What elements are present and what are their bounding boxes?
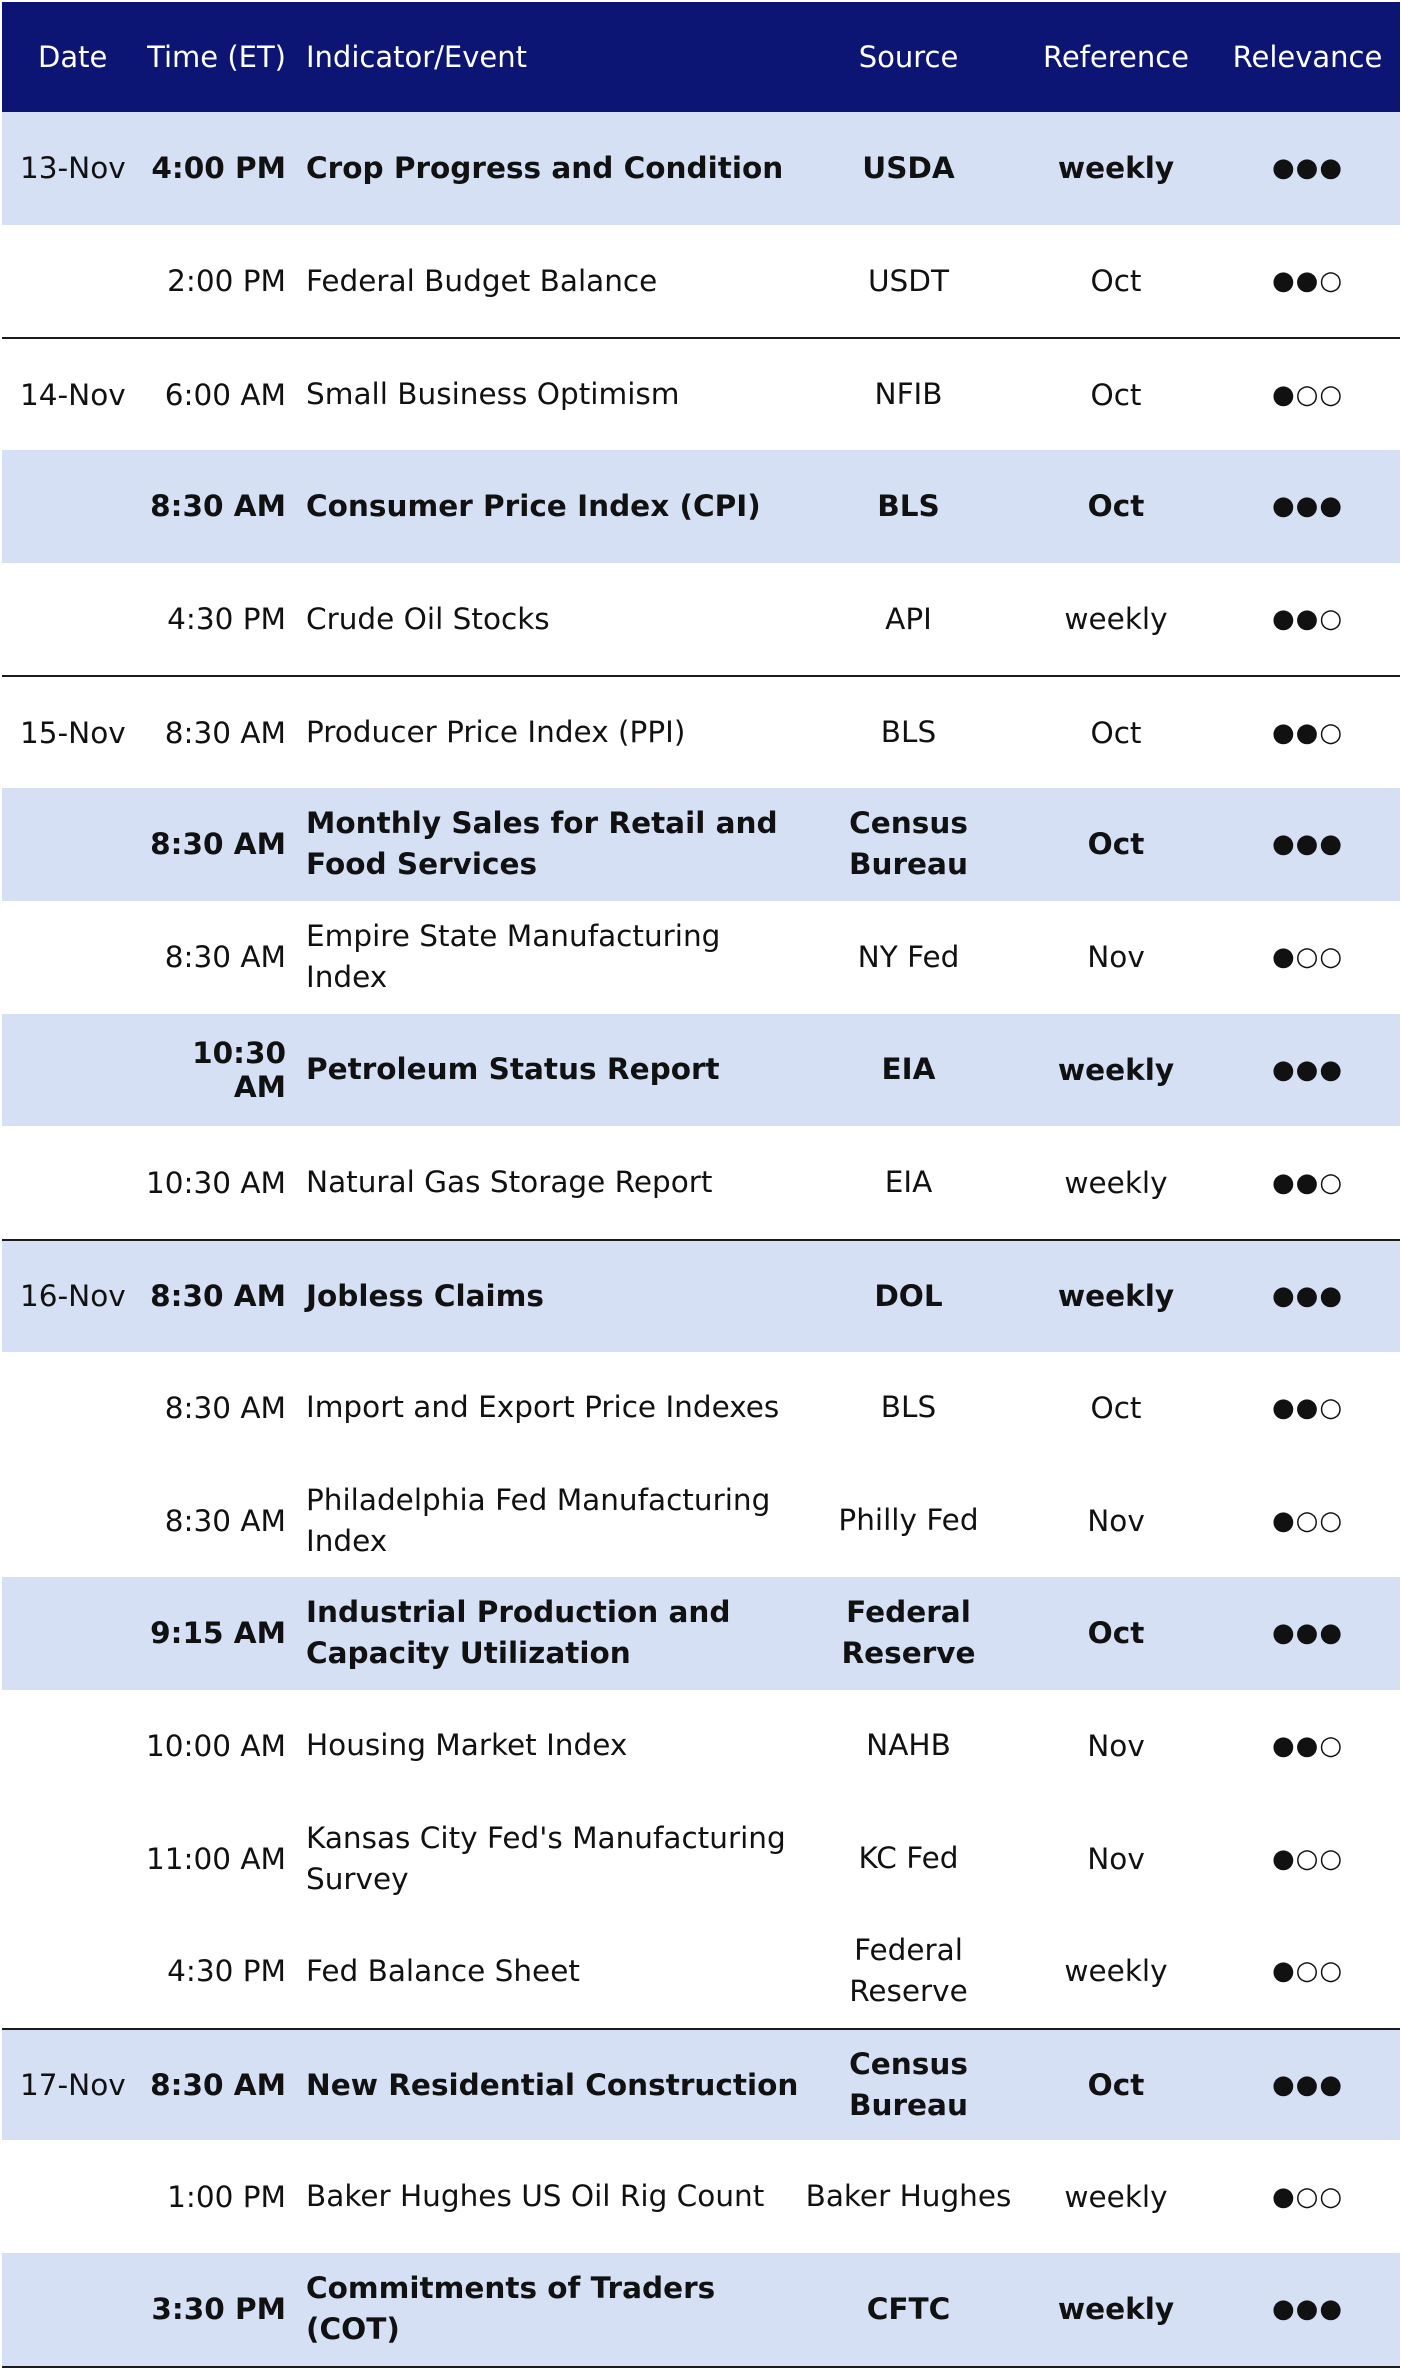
table-row (2, 2140, 1400, 2253)
row-source: CFTC (866, 2291, 951, 2326)
row-reference: Oct (1090, 377, 1142, 412)
table-row (2, 337, 1400, 450)
table-row (2, 1802, 1400, 1915)
row-time: 8:30 AM (150, 827, 286, 862)
row-time: 11:00 AM (145, 1841, 286, 1876)
relevance-dots-icon: ●○○ (1271, 379, 1344, 410)
row-time: 8:30 AM (150, 2068, 286, 2103)
row-time: 8:30 AM (150, 489, 286, 524)
relevance-dots-icon: ●●● (1271, 153, 1344, 184)
row-source: Baker Hughes (805, 2179, 1012, 2214)
row-event: Import and Export Price Indexes (306, 1390, 780, 1425)
table-row (2, 112, 1400, 225)
row-event: Baker Hughes US Oil Rig Count (306, 2179, 765, 2214)
row-time: 8:30 AM (164, 715, 286, 750)
row-reference: Oct (1087, 489, 1145, 524)
table-row (2, 1014, 1400, 1127)
row-date: 16-Nov (20, 1279, 126, 1314)
row-source: Census Bureau (849, 806, 968, 882)
table-row (2, 450, 1400, 563)
relevance-dots-icon: ●●○ (1271, 266, 1344, 297)
table-row (2, 1239, 1400, 1352)
relevance-dots-icon: ●○○ (1271, 942, 1344, 973)
row-event: Natural Gas Storage Report (306, 1165, 713, 1200)
row-event: Jobless Claims (306, 1278, 544, 1313)
row-source: NY Fed (857, 939, 960, 974)
row-time: 6:00 AM (164, 377, 286, 412)
row-source: Federal Reserve (841, 1595, 976, 1671)
row-reference: Oct (1090, 264, 1142, 299)
row-source: BLS (880, 715, 937, 750)
row-time: 10:00 AM (145, 1728, 286, 1763)
relevance-dots-icon: ●○○ (1271, 1956, 1344, 1987)
header-event: Indicator/Event (306, 39, 527, 74)
row-source: API (885, 601, 932, 636)
table-row (2, 1577, 1400, 1690)
header-reference: Reference (1042, 40, 1190, 74)
row-reference: Nov (1087, 1728, 1145, 1763)
row-time: 9:15 AM (150, 1616, 286, 1651)
row-reference: Oct (1090, 1390, 1142, 1425)
relevance-dots-icon: ●●● (1271, 829, 1344, 860)
row-reference: Oct (1087, 1616, 1145, 1651)
row-reference: weekly (1057, 2292, 1175, 2327)
row-time: 10:30 AM (145, 1165, 286, 1200)
header-source: Source (858, 39, 959, 74)
row-event: Crop Progress and Condition (306, 150, 784, 185)
row-time: 10:30 AM (192, 1035, 286, 1104)
row-time: 8:30 AM (164, 940, 286, 975)
row-date: 13-Nov (20, 151, 126, 186)
relevance-dots-icon: ●●● (1271, 1281, 1344, 1312)
row-reference: Oct (1087, 827, 1145, 862)
row-time: 8:30 AM (164, 1503, 286, 1538)
relevance-dots-icon: ●○○ (1271, 2181, 1344, 2212)
row-source: Philly Fed (838, 1503, 979, 1538)
row-event: Industrial Production and Capacity Utilization (306, 1595, 731, 1671)
row-event: Monthly Sales for Retail and Food Services (306, 806, 778, 882)
row-reference: Nov (1087, 1841, 1145, 1876)
table-row (2, 1690, 1400, 1803)
row-source: BLS (880, 1390, 937, 1425)
relevance-dots-icon: ●●● (1271, 2294, 1344, 2325)
row-time: 8:30 AM (150, 1279, 286, 1314)
row-date: 17-Nov (20, 2068, 126, 2103)
table-row (2, 788, 1400, 901)
row-time: 2:00 PM (167, 264, 286, 299)
row-source: EIA (884, 1165, 933, 1200)
table-row (2, 563, 1400, 676)
row-event: Empire State Manufacturing Index (306, 919, 721, 995)
row-time: 4:00 PM (151, 151, 286, 186)
relevance-dots-icon: ●●○ (1271, 717, 1344, 748)
row-reference: weekly (1064, 1165, 1168, 1200)
header-time: Time (ET) (147, 40, 286, 74)
table-row (2, 675, 1400, 788)
row-reference: weekly (1057, 151, 1175, 186)
table-row (2, 901, 1400, 1014)
row-source: Federal Reserve (849, 1933, 968, 2009)
row-reference: Nov (1087, 1503, 1145, 1538)
table-row (2, 2028, 1400, 2141)
table-row (2, 1915, 1400, 2028)
row-reference: weekly (1064, 1954, 1168, 1989)
row-source: EIA (881, 1052, 936, 1087)
row-time: 3:30 PM (151, 2292, 286, 2327)
relevance-dots-icon: ●●○ (1271, 604, 1344, 635)
relevance-dots-icon: ●●● (1271, 491, 1344, 522)
relevance-dots-icon: ●●○ (1271, 1730, 1344, 1761)
row-reference: weekly (1057, 1279, 1175, 1314)
row-reference: Nov (1087, 940, 1145, 975)
row-event: Consumer Price Index (CPI) (306, 488, 761, 523)
relevance-dots-icon: ●○○ (1271, 1505, 1344, 1536)
header-relevance: Relevance (1232, 40, 1383, 74)
row-event: Federal Budget Balance (306, 263, 658, 298)
row-source: Census Bureau (849, 2047, 968, 2123)
relevance-dots-icon: ●●● (1271, 2070, 1344, 2101)
relevance-dots-icon: ●●● (1271, 1618, 1344, 1649)
row-event: Producer Price Index (PPI) (306, 715, 686, 750)
row-time: 8:30 AM (164, 1390, 286, 1425)
relevance-dots-icon: ●●○ (1271, 1392, 1344, 1423)
table-row (2, 2253, 1400, 2366)
row-source: DOL (874, 1278, 943, 1313)
relevance-dots-icon: ●○○ (1271, 1843, 1344, 1874)
table-row (2, 1352, 1400, 1465)
row-source: NFIB (874, 377, 943, 412)
row-time: 4:30 PM (167, 602, 286, 637)
row-source: NAHB (866, 1728, 951, 1763)
relevance-dots-icon: ●●○ (1271, 1167, 1344, 1198)
row-source: BLS (877, 488, 940, 523)
row-reference: weekly (1057, 1052, 1175, 1087)
row-reference: Oct (1090, 715, 1142, 750)
row-event: Crude Oil Stocks (306, 601, 550, 636)
row-date: 14-Nov (20, 377, 126, 412)
table-row (2, 1464, 1400, 1577)
row-source: USDT (867, 263, 950, 298)
row-event: Housing Market Index (306, 1728, 628, 1763)
table-row (2, 225, 1400, 338)
row-event: Fed Balance Sheet (306, 1953, 580, 1988)
table-bottom-rule (2, 2366, 1400, 2368)
calendar-table (2, 2, 1400, 2368)
row-event: New Residential Construction (306, 2067, 799, 2102)
table-row (2, 1126, 1400, 1239)
header-date: Date (38, 40, 108, 74)
row-reference: weekly (1064, 602, 1168, 637)
row-time: 1:00 PM (167, 2179, 286, 2214)
row-source: KC Fed (858, 1841, 959, 1876)
row-reference: Oct (1087, 2068, 1145, 2103)
table-header (2, 2, 1400, 112)
row-event: Philadelphia Fed Manufacturing Index (306, 1482, 771, 1558)
row-time: 4:30 PM (167, 1954, 286, 1989)
row-reference: weekly (1064, 2179, 1168, 2214)
row-event: Commitments of Traders (COT) (306, 2271, 716, 2347)
row-date: 15-Nov (20, 715, 126, 750)
row-event: Petroleum Status Report (306, 1052, 720, 1087)
row-event: Kansas City Fed's Manufacturing Survey (306, 1820, 786, 1896)
row-source: USDA (862, 150, 955, 185)
row-event: Small Business Optimism (306, 377, 680, 412)
relevance-dots-icon: ●●● (1271, 1054, 1344, 1085)
